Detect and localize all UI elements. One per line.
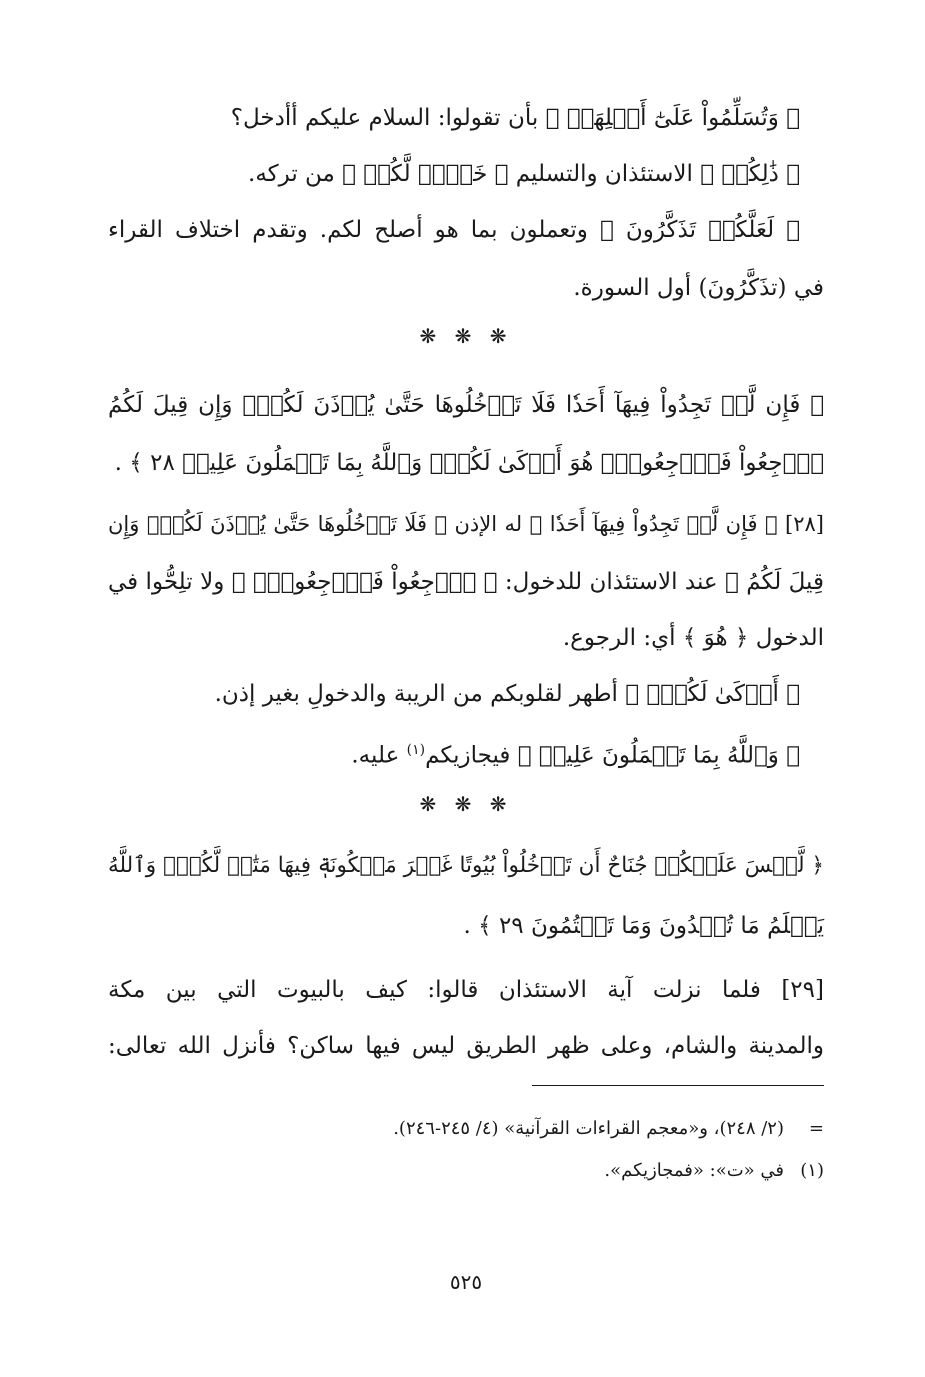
tafsir-line: الدخول ﴿ هُوَ ﴾ أي: الرجوع. — [562, 625, 824, 651]
footnote — [108, 1156, 824, 1186]
footnote-marker: (١) — [800, 1160, 824, 1181]
tafsir-line: ﴿ أَزۡكَىٰ لَكُمۡۚ ﴾ أطهر لقلوبكم من الريبة والدخولِ بغير إذن. — [214, 681, 800, 707]
tafsir-line — [108, 730, 824, 776]
verse-line: يَعۡلَمُ مَا تُبۡدُونَ وَمَا تَكۡتُمُونَ ٢٩ ﴾ . — [463, 913, 824, 939]
tafsir-line: [٢٩] فلما نزلت آية الاستئذان قالوا: كيف بالبيوت التي بين مكة — [108, 977, 824, 1003]
footnote-divider — [532, 1085, 824, 1086]
section-separator: ❋ ❋ ❋ — [419, 324, 513, 348]
text-line: ﴿ ذَٰلِكُمۡ ﴾ الاستئذان والتسليم ﴿ خَيۡرٞ لَّكُمۡ ﴾ من تركه. — [248, 161, 800, 187]
tafsir-line: قِيلَ لَكُمُ ﴾ عند الاستئذان للدخول: ﴿ ٱرۡجِعُواْ فَٱرۡجِعُواْۖ ﴾ ولا تلِحُّوا في — [108, 569, 824, 595]
footnote-reference: (١) — [406, 742, 426, 758]
footnote-text: في «ت»: «فمجازيكم». — [604, 1160, 784, 1181]
text-line: ﴿ لَعَلَّكُمۡ تَذَكَّرُونَ ﴾ وتعملون بما هو أصلح لكم. وتقدم اختلاف القراء — [108, 217, 800, 243]
page-content — [108, 80, 824, 1340]
verse-line: ٱرۡجِعُواْ فَٱرۡجِعُواْۖ هُوَ أَزۡكَىٰ لَكُمۡۚ وَٱللَّهُ بِمَا تَعۡمَلُونَ عَلِيمٞ ٢٨ ﴾ . — [114, 450, 824, 476]
footnote-text: (٢/ ٢٤٨)، و«معجم القراءات القرآنية» (٤/ ٢٤٥-٢٤٦). — [393, 1118, 784, 1139]
verse-line: ﴿ لَّيۡسَ عَلَيۡكُمۡ جُنَاحٌ أَن تَدۡخُلُواْ بُيُوتًا غَيۡرَ مَسۡكُونَةٖ فِيهَا مَتَٰعٞ لَّكُمۡۚ وَٱللَّهُ — [108, 853, 824, 878]
tafsir-text: ﴿ وَٱللَّهُ بِمَا تَعۡمَلُونَ عَلِيمٞ ﴾ فيجازيكم — [425, 742, 800, 769]
text-line: ﴿ وَتُسَلِّمُواْ عَلَىٰٓ أَهۡلِهَاۚ ﴾ بأن تقولوا: السلام عليكم أأدخل؟ — [230, 105, 800, 131]
tafsir-text: عليه. — [351, 742, 407, 769]
tafsir-line: والمدينة والشام، وعلى ظهر الطريق ليس فيها ساكن؟ فأنزل الله تعالى: — [108, 1033, 824, 1059]
page-number: ٥٢٥ — [449, 1270, 483, 1294]
tafsir-line: [٢٨] ﴿ فَإِن لَّمۡ تَجِدُواْ فِيهَآ أَحَدٗا ﴾ له الإذن ﴿ فَلَا تَدۡخُلُوهَا حَتَّىٰ يُؤۡذَنَ لَكُمۡۖ وَإِن — [108, 512, 824, 536]
footnote-marker: = — [808, 1118, 824, 1139]
verse-line: ﴿ فَإِن لَّمۡ تَجِدُواْ فِيهَآ أَحَدٗا فَلَا تَدۡخُلُوهَا حَتَّىٰ يُؤۡذَنَ لَكُمۡۖ وَإِن قِيلَ لَكُمُ — [108, 392, 824, 418]
footnote — [108, 1114, 824, 1144]
text-line: في (تذَكَّرُونَ) أول السورة. — [573, 275, 824, 301]
section-separator: ❋ ❋ ❋ — [419, 792, 513, 816]
